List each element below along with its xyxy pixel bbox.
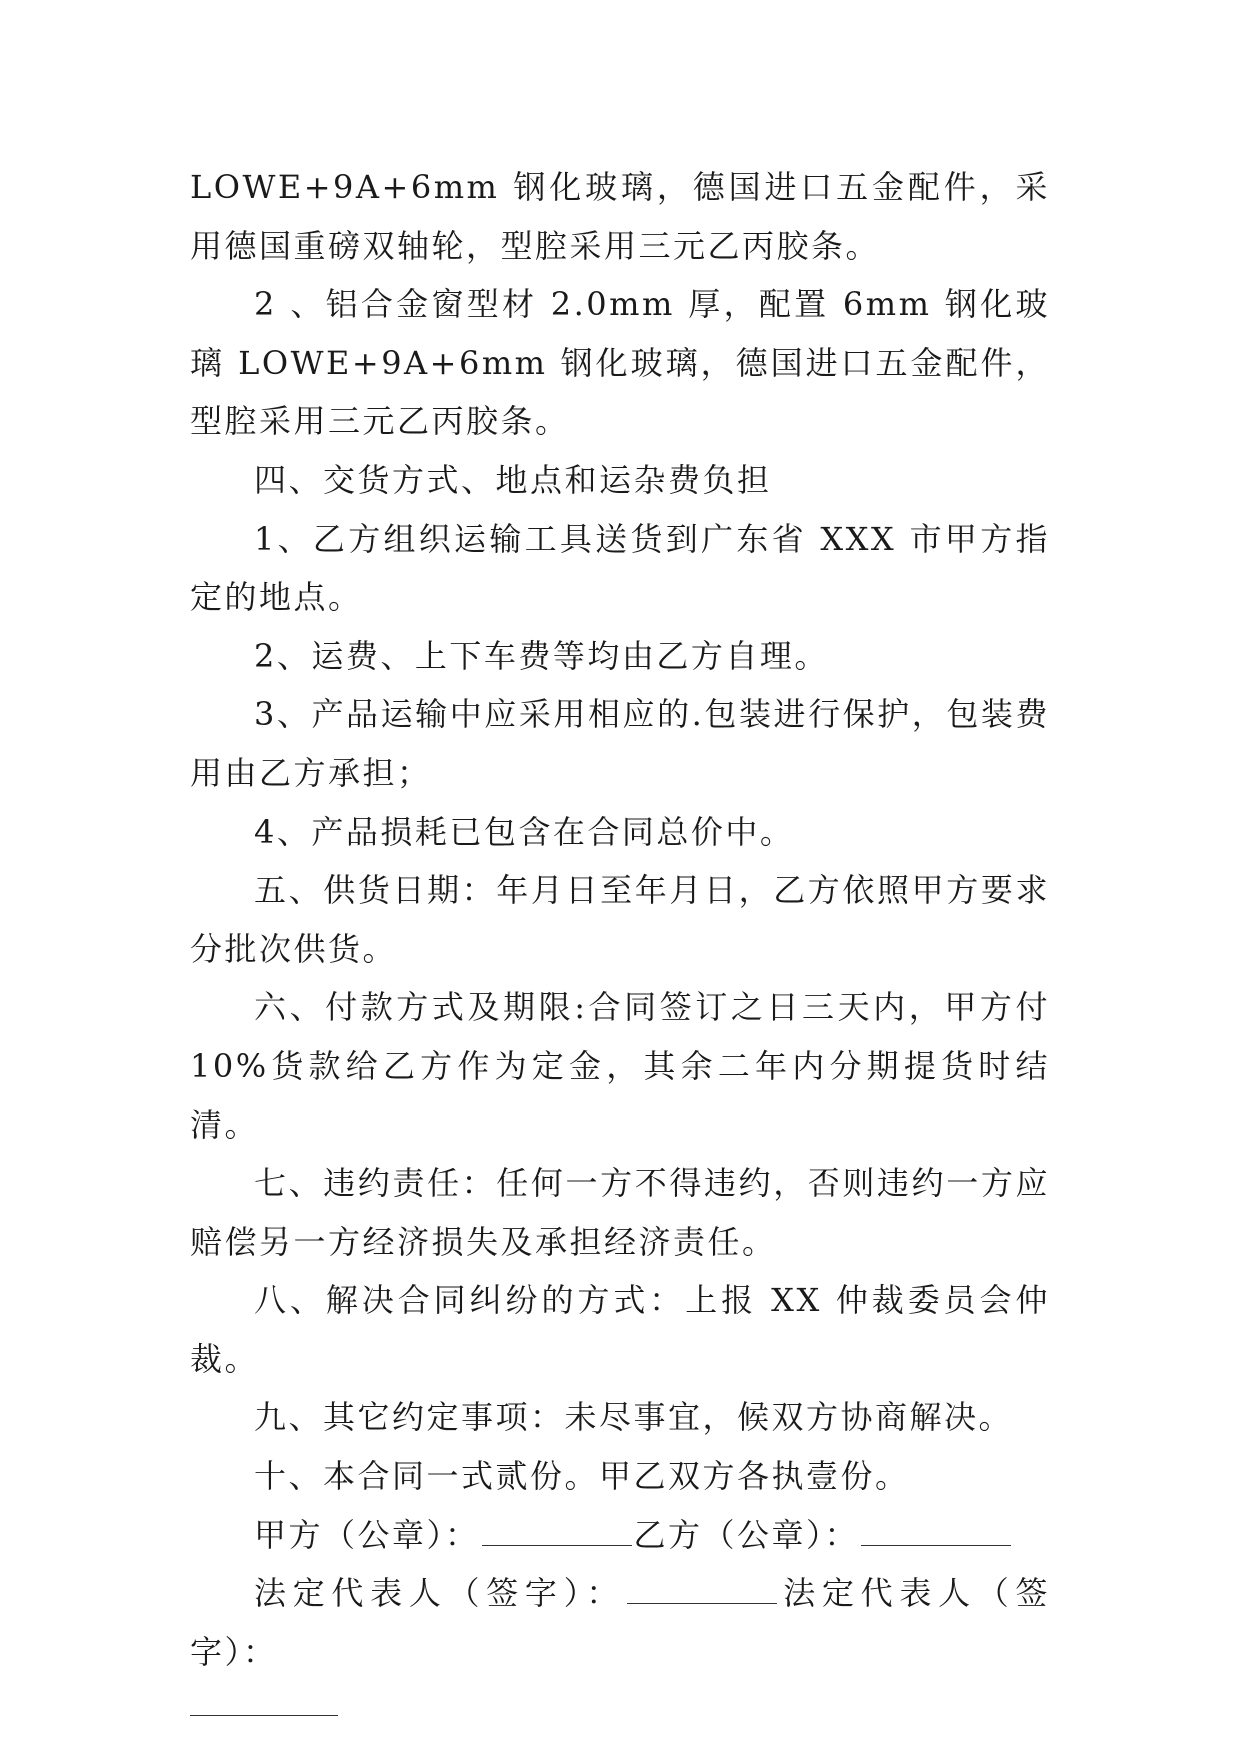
party-a-seal-blank[interactable] [482,1511,632,1546]
paragraph-delivery-4: 4、产品损耗已包含在合同总价中。 [254,812,795,851]
party-a-rep-blank[interactable] [627,1569,777,1604]
section-copies: 十、本合同一式贰份。甲乙双方各执壹份。 [254,1457,910,1496]
paragraph-spec-continued: LOWE+9A+6mm 钢化玻璃，德国进口五金配件，采用德国重磅双轴轮，型腔采用三元乙丙胶条。 [190,168,1050,265]
party-b-seal-blank[interactable] [861,1511,1011,1546]
party-b-rep-blank[interactable] [190,1681,338,1716]
signature-rep-line [190,1564,1050,1681]
section-dispute: 八、解决合同纠纷的方式：上报 XX 仲裁委员会仲裁。 [190,1281,1050,1378]
paragraph-delivery-1: 1、乙方组织运输工具送货到广东省 XXX 市甲方指定的地点。 [190,519,1050,617]
signature-seal-line [190,1506,1050,1565]
party-a-seal-label: 甲方（公章）： [254,1515,480,1554]
section-payment: 六、付款方式及期限:合同签订之日三天内，甲方付 10%货款给乙方作为定金，其余二年内分期提货时结清。 [190,988,1050,1144]
party-a-rep-label: 法定代表人（签字）： [254,1574,626,1613]
paragraph-delivery-3: 3、产品运输中应采用相应的.包装进行保护，包装费用由乙方承担； [190,695,1050,792]
section-liability: 七、违约责任：任何一方不得违约，否则违约一方应赔偿另一方经济损失及承担经济责任。 [190,1164,1050,1261]
section-other-matters: 九、其它约定事项：未尽事宜，候双方协商解决。 [254,1398,1014,1437]
party-b-seal-label: 乙方（公章）： [633,1515,860,1554]
document-body [190,158,1050,1716]
section-supply-date: 五、供货日期：年月日至年月日，乙方依照甲方要求分批次供货。 [190,871,1050,968]
paragraph-delivery-2: 2、运费、上下车费等均由乙方自理。 [254,636,829,675]
section-heading-delivery: 四、交货方式、地点和运杂费负担 [254,460,772,499]
paragraph-window-spec: 2 、铝合金窗型材 2.0mm 厚，配置 6mm 钢化玻璃 LOWE+9A+6mm 钢化玻璃，德国进口五金配件，型腔采用三元乙丙胶条。 [190,285,1050,441]
party-b-rep-label: 法定代表人（签字）： [190,1574,1050,1671]
